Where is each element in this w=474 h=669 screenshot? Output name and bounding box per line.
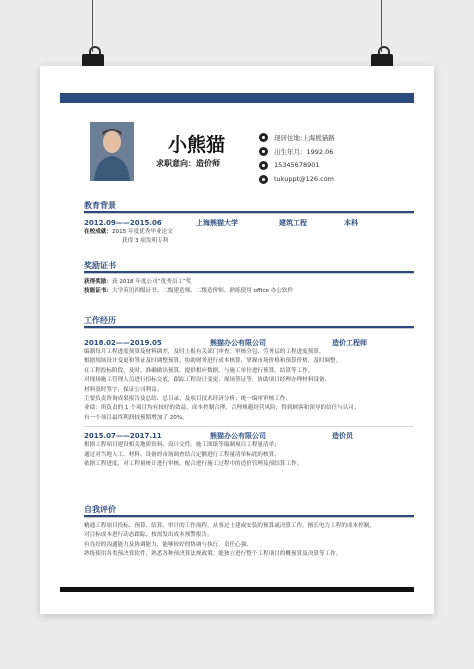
work-section xyxy=(84,315,414,469)
job-detail: 材料及时签字，保证公司利益； xyxy=(84,386,163,393)
job-intent: 求职意向：造价师 xyxy=(156,159,220,168)
info-email: tukuppt@126.com xyxy=(259,172,335,186)
header-bar xyxy=(60,93,414,103)
awards-section xyxy=(84,260,414,297)
eval-line: 精通工程项目投标、预算、结算、审计的工作流程，从事过土建或安装的预算或决算工作。擅长电力工程的成本控制， xyxy=(84,523,375,529)
section-rule xyxy=(84,271,414,273)
resume-paper xyxy=(40,66,434,614)
phone-icon xyxy=(259,161,268,170)
award-line: 获得奖励：获 2018 年度公司“优秀员工”奖 xyxy=(84,279,192,285)
info-address: 现居住地:上海熊猫路 xyxy=(259,130,335,144)
job-detail: 有一个项目最终利润较预期增加了 20%。 xyxy=(84,414,188,421)
section-rule xyxy=(84,211,414,213)
education-section xyxy=(84,200,414,247)
eval-line: 熟练使用各类预决算软件，熟悉各种预决算法规政策。能独立进行整个工程项目的概预算及决算等工作。 xyxy=(84,551,342,558)
footer-bar xyxy=(60,587,414,592)
info-birth: 出生年月：1992.06 xyxy=(259,144,335,158)
section-title: 奖励证书 xyxy=(84,261,116,270)
job-header: 2015.07——2017.11 熊猫办公有限公司 造价员 xyxy=(84,431,353,440)
job-divider xyxy=(84,426,414,427)
email-icon xyxy=(259,175,268,184)
job-detail: 通过对当地人工、材料、设备的市场调查结合定额进行工程量清单标底的核算； xyxy=(84,451,280,458)
job-detail: 主要负责咨询成果报告及总结、总目录，及项目技术经济分析；统一编审审核工作； xyxy=(84,396,291,403)
section-title: 工作经历 xyxy=(84,316,116,325)
self-eval-section xyxy=(84,504,414,560)
certificate-line: 技能证书：大学英语四级证书、二级建造师、二级造价师、熟练使用 office 办公软件 xyxy=(84,288,294,295)
job-detail: 对现场施工管理人员进行招标交底，跟踪工程设计变更、现场签证等，协助项目经理办理材料设备、 xyxy=(84,377,331,384)
binder-clip-right xyxy=(369,46,395,68)
info-phone: 15345678901 xyxy=(259,158,335,172)
section-title: 自我评价 xyxy=(84,505,116,514)
job-detail: 在工程投标阶段，及时、准确做出预算，提供相应数据。与施工单位进行预算、结算等工作。 xyxy=(84,367,314,374)
person-name: 小熊猫 xyxy=(168,134,226,156)
honor-line: 获得 3 项发明专利 xyxy=(122,238,169,245)
section-rule xyxy=(84,515,414,517)
job-header: 2018.02——2019.05 熊猫办公有限公司 造价工程师 xyxy=(84,338,367,347)
section-title: 教育背景 xyxy=(84,201,116,210)
eval-line: 对目标成本进行动态跟踪，按需发出成本预警报告。 xyxy=(84,532,213,539)
job-detail: 业绩：所负责的 1 个项目均有较好的效益，成本控制合理，合理规避经营风险，得到顾客和领导的信任与认可； xyxy=(84,405,360,412)
profile-photo xyxy=(90,122,134,181)
section-rule xyxy=(84,326,414,328)
contact-info xyxy=(259,130,335,186)
honor-line: 在校成就：2015 年度优秀毕业论文 xyxy=(84,229,173,235)
binder-clip-left xyxy=(80,46,106,68)
education-row: 2012.09——2015.06 上海熊猫大学 建筑工程 本科 xyxy=(84,218,358,227)
home-icon xyxy=(259,133,268,142)
hanger-string-right xyxy=(381,0,382,52)
calendar-icon xyxy=(259,147,268,156)
eval-line: 有良好的沟通能力及协调能力，能够较好的协调与执行，责任心强。 xyxy=(84,541,252,548)
job-detail: 根据现场设计变更和签证及时调整预算。协助财务进行成本核算，掌握市场价格和预算价格，及时调整。 xyxy=(84,358,342,365)
job-detail: 编制每月工程进度预算及材料调差，及时上报有关部门审查。审核分包、劳务层的工程进度预算。 xyxy=(84,349,325,355)
job-detail: 依据工程进度，对工程量统计进行审核，配合进行施工过程中的造价管理及预结算工作。 xyxy=(84,461,303,468)
job-detail: 根据工程项目建设相关地质资料、设计文件、施工图纸等编制项目工程量清单； xyxy=(84,442,280,449)
hanger-string-left xyxy=(92,0,93,52)
